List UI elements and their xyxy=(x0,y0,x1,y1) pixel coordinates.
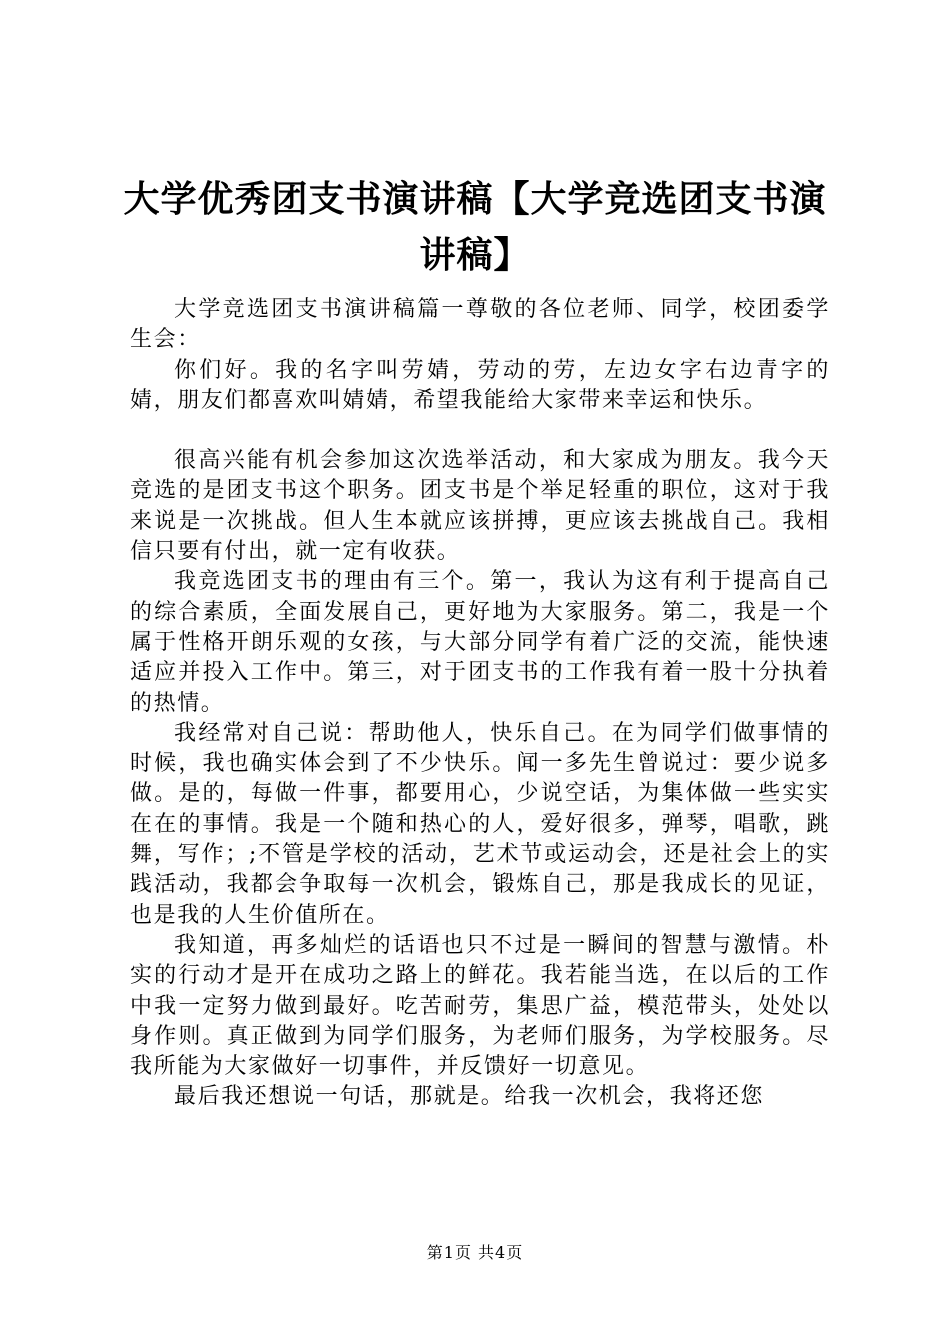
document-title: 大学优秀团支书演讲稿【大学竞选团支书演讲稿】 xyxy=(123,179,827,276)
paragraph-pledge: 我知道，再多灿烂的话语也只不过是一瞬间的智慧与激情。朴实的行动才是开在成功之路上的鲜花。我若能当选，在以后的工作中我一定努力做到最好。吃苦耐劳，集思广益，模范带头，处处以身作则。真正做到为同学们服务，为老师们服务，为学校服务。尽我所能为大家做好一切事件，并反馈好一切意见。 xyxy=(130,932,830,1080)
paragraph-reasons: 我竞选团支书的理由有三个。第一，我认为这有利于提高自己的综合素质，全面发展自己，更好地为大家服务。第二，我是一个属于性格开朗乐观的女孩，与大部分同学有着广泛的交流，能快速适应并投入工作中。第三，对于团支书的工作我有着一股十分执着的热情。 xyxy=(130,569,830,716)
document-body xyxy=(130,295,830,1113)
paragraph-hobbies: 我经常对自己说：帮助他人，快乐自己。在为同学们做事情的时候，我也确实体会到了不少快乐。闻一多先生曾说过：要少说多做。是的，每做一件事，都要用心，少说空话，为集体做一些实实在在的事情。我是一个随和热心的人，爱好很多，弹琴，唱歌，跳舞，写作；;不管是学校的活动，艺术节或运动会，还是社会上的实践活动，我都会争取每一次机会，锻炼自己，那是我成长的见证，也是我的人生价值所在。 xyxy=(130,720,830,928)
paragraph-spacer xyxy=(130,416,830,446)
paragraph-greeting: 你们好。我的名字叫劳婧，劳动的劳，左边女字右边青字的婧，朋友们都喜欢叫婧婧，希望我能给大家带来幸运和快乐。 xyxy=(130,357,830,413)
paragraph-salutation: 大学竞选团支书演讲稿篇一尊敬的各位老师、同学，校团委学生会： xyxy=(130,297,830,353)
paragraph-intro: 很高兴能有机会参加这次选举活动，和大家成为朋友。我今天竞选的是团支书这个职务。团支书是个举足轻重的职位，这对于我来说是一次挑战。但人生本就应该拼搏，更应该去挑战自己。我相信只要有付出，就一定有收获。 xyxy=(130,448,830,565)
page-footer: 第1页 共4页 xyxy=(426,1243,524,1262)
paragraph-closing: 最后我还想说一句话，那就是。给我一次机会，我将还您 xyxy=(174,1084,765,1110)
